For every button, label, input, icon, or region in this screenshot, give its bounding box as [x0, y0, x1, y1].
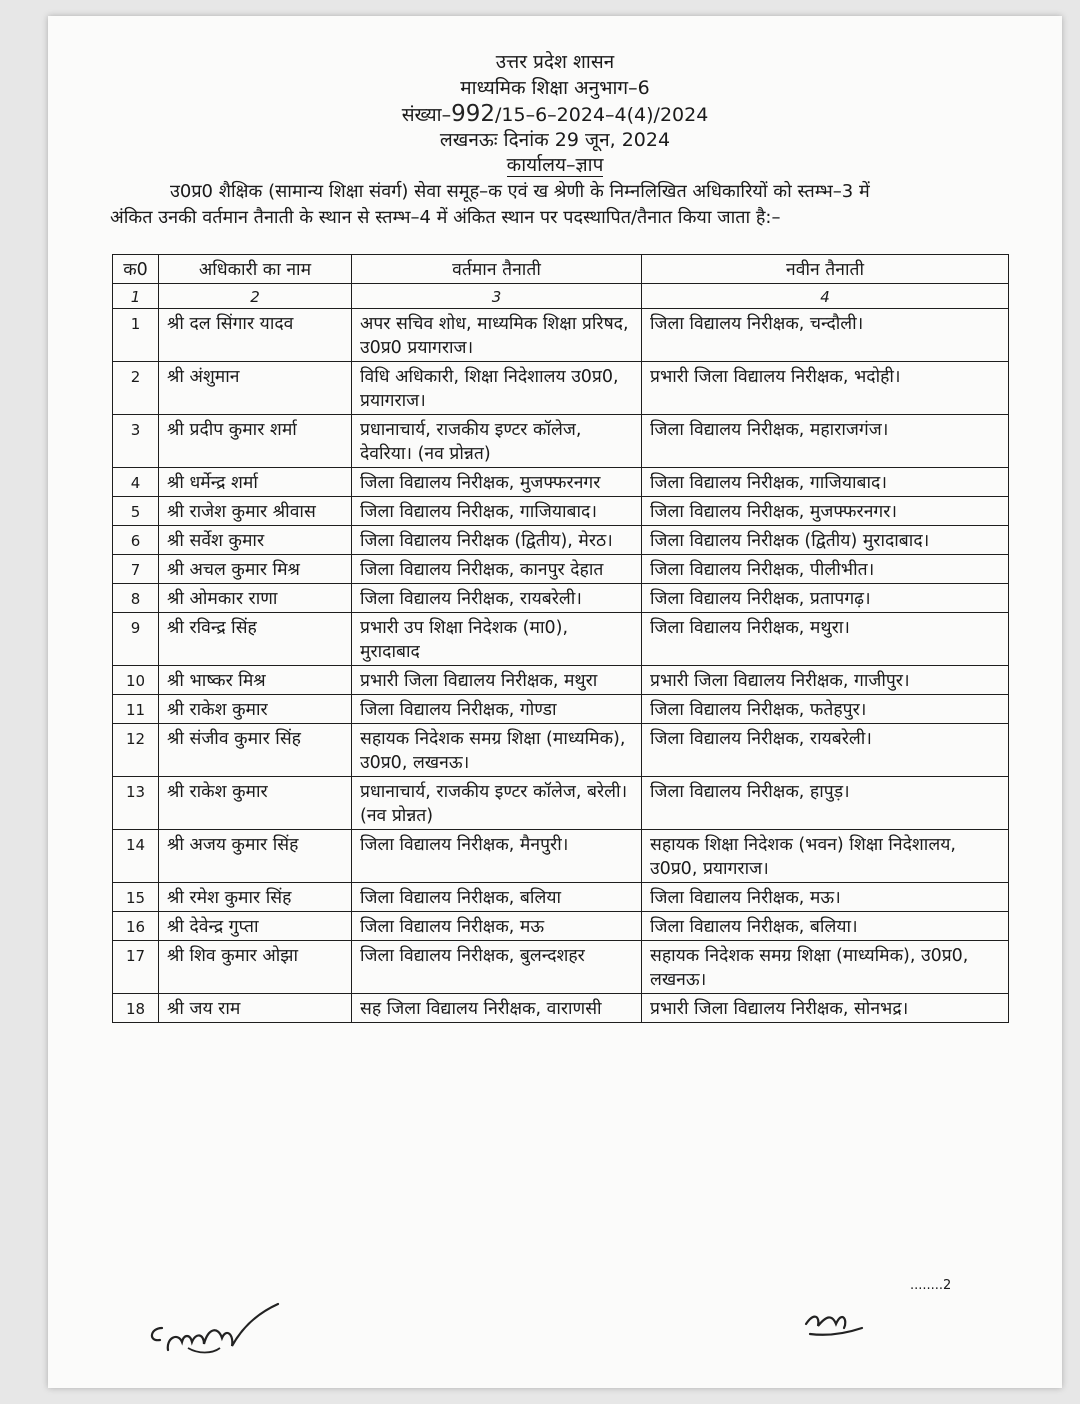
current-posting-cell: सहायक निदेशक समग्र शिक्षा (माध्यमिक), उ0प्र0, लखनऊ।: [352, 724, 642, 777]
handwritten-number: 992: [451, 101, 496, 127]
serial-number-cell: 7: [113, 555, 159, 584]
new-posting-cell: जिला विद्यालय निरीक्षक, मथुरा।: [642, 613, 1009, 666]
current-posting-cell: जिला विद्यालय निरीक्षक, गाजियाबाद।: [352, 497, 642, 526]
new-posting-cell: जिला विद्यालय निरीक्षक, रायबरेली।: [642, 724, 1009, 777]
officer-name-cell: श्री संजीव कुमार सिंह: [159, 724, 352, 777]
current-posting-cell: जिला विद्यालय निरीक्षक, गोण्डा: [352, 695, 642, 724]
officer-name-cell: श्री रविन्द्र सिंह: [159, 613, 352, 666]
officer-name-cell: श्री जय राम: [159, 994, 352, 1023]
table-row: [113, 309, 1009, 362]
table-row: [113, 912, 1009, 941]
table-row: [113, 830, 1009, 883]
table-row: [113, 584, 1009, 613]
table-row: [113, 883, 1009, 912]
officer-name-cell: श्री अंशुमान: [159, 362, 352, 415]
serial-number-cell: 1: [113, 309, 159, 362]
current-posting-cell: जिला विद्यालय निरीक्षक, बलिया: [352, 883, 642, 912]
col-index: 3: [352, 284, 642, 309]
serial-number-cell: 15: [113, 883, 159, 912]
current-posting-cell: सह जिला विद्यालय निरीक्षक, वाराणसी: [352, 994, 642, 1023]
new-posting-cell: प्रभारी जिला विद्यालय निरीक्षक, सोनभद्र।: [642, 994, 1009, 1023]
serial-number-cell: 9: [113, 613, 159, 666]
table-row: [113, 555, 1009, 584]
new-posting-cell: प्रभारी जिला विद्यालय निरीक्षक, गाजीपुर।: [642, 666, 1009, 695]
current-posting-cell: जिला विद्यालय निरीक्षक (द्वितीय), मेरठ।: [352, 526, 642, 555]
new-posting-cell: जिला विद्यालय निरीक्षक, गाजियाबाद।: [642, 468, 1009, 497]
page-continuation: ........2: [910, 1278, 952, 1293]
table-row: [113, 695, 1009, 724]
serial-number-cell: 2: [113, 362, 159, 415]
new-posting-cell: जिला विद्यालय निरीक्षक, पीलीभीत।: [642, 555, 1009, 584]
serial-number-cell: 8: [113, 584, 159, 613]
officer-name-cell: श्री शिव कुमार ओझा: [159, 941, 352, 994]
transfer-table: [112, 254, 1009, 1023]
officer-name-cell: श्री अचल कुमार मिश्र: [159, 555, 352, 584]
col-index: 1: [113, 284, 159, 309]
intro-line-2: अंकित उनकी वर्तमान तैनाती के स्थान से स्तम्भ–4 में अंकित स्थान पर पदस्थापित/तैनात किया जाता है:–: [110, 207, 781, 228]
current-posting-cell: जिला विद्यालय निरीक्षक, मैनपुरी।: [352, 830, 642, 883]
new-posting-cell: जिला विद्यालय निरीक्षक (द्वितीय) मुरादाबाद।: [642, 526, 1009, 555]
header-name: अधिकारी का नाम: [159, 255, 352, 284]
table-row: [113, 613, 1009, 666]
new-posting-cell: जिला विद्यालय निरीक्षक, बलिया।: [642, 912, 1009, 941]
new-posting-cell: जिला विद्यालय निरीक्षक, मऊ।: [642, 883, 1009, 912]
date-line: लखनऊः दिनांक 29 जून, 2024: [439, 129, 671, 151]
number-suffix: /15–6–2024–4(4)/2024: [495, 104, 709, 126]
table-row: [113, 497, 1009, 526]
current-posting-cell: जिला विद्यालय निरीक्षक, रायबरेली।: [352, 584, 642, 613]
officer-name-cell: श्री सर्वेश कुमार: [159, 526, 352, 555]
signature-right-icon: [796, 1294, 876, 1344]
current-posting-cell: जिला विद्यालय निरीक्षक, मऊ: [352, 912, 642, 941]
current-posting-cell: प्रधानाचार्य, राजकीय इण्टर कॉलेज, देवरिया। (नव प्रोन्नत): [352, 415, 642, 468]
column-index-row: [113, 284, 1009, 309]
serial-number-cell: 14: [113, 830, 159, 883]
table-header-row: [113, 255, 1009, 284]
header-new: नवीन तैनाती: [642, 255, 1009, 284]
table-row: [113, 724, 1009, 777]
serial-number-cell: 5: [113, 497, 159, 526]
serial-number-cell: 17: [113, 941, 159, 994]
header-sn: क0: [113, 255, 159, 284]
section-heading: माध्यमिक शिक्षा अनुभाग–6: [460, 77, 650, 99]
current-posting-cell: जिला विद्यालय निरीक्षक, बुलन्दशहर: [352, 941, 642, 994]
serial-number-cell: 11: [113, 695, 159, 724]
doc-type-label: कार्यालय–ज्ञाप: [506, 154, 604, 176]
col-index: 2: [159, 284, 352, 309]
current-posting-cell: जिला विद्यालय निरीक्षक, कानपुर देहात: [352, 555, 642, 584]
current-posting-cell: जिला विद्यालय निरीक्षक, मुजफ्फरनगर: [352, 468, 642, 497]
officer-name-cell: श्री देवेन्द्र गुप्ता: [159, 912, 352, 941]
officer-name-cell: श्री दल सिंगार यादव: [159, 309, 352, 362]
new-posting-cell: जिला विद्यालय निरीक्षक, चन्दौली।: [642, 309, 1009, 362]
new-posting-cell: जिला विद्यालय निरीक्षक, मुजफ्फरनगर।: [642, 497, 1009, 526]
officer-name-cell: श्री रमेश कुमार सिंह: [159, 883, 352, 912]
header-current: वर्तमान तैनाती: [352, 255, 642, 284]
officer-name-cell: श्री राकेश कुमार: [159, 777, 352, 830]
serial-number-cell: 12: [113, 724, 159, 777]
officer-name-cell: श्री राकेश कुमार: [159, 695, 352, 724]
intro-line-1: उ0प्र0 शैक्षिक (सामान्य शिक्षा संवर्ग) सेवा समूह–क एवं ख श्रेणी के निम्नलिखित अधिकारियों को स्तम्भ–3 में: [170, 181, 870, 202]
current-posting-cell: प्रभारी जिला विद्यालय निरीक्षक, मथुरा: [352, 666, 642, 695]
table-row: [113, 526, 1009, 555]
new-posting-cell: सहायक निदेशक समग्र शिक्षा (माध्यमिक), उ0प्र0, लखनऊ।: [642, 941, 1009, 994]
table-row: [113, 666, 1009, 695]
serial-number-cell: 16: [113, 912, 159, 941]
table-row: [113, 777, 1009, 830]
reference-number: [48, 102, 1062, 127]
officer-name-cell: श्री प्रदीप कुमार शर्मा: [159, 415, 352, 468]
officer-name-cell: श्री ओमकार राणा: [159, 584, 352, 613]
current-posting-cell: विधि अधिकारी, शिक्षा निदेशालय उ0प्र0, प्रयागराज।: [352, 362, 642, 415]
current-posting-cell: प्रभारी उप शिक्षा निदेशक (मा0), मुरादाबाद: [352, 613, 642, 666]
current-posting-cell: प्रधानाचार्य, राजकीय इण्टर कॉलेज, बरेली। (नव प्रोन्नत): [352, 777, 642, 830]
table-row: [113, 362, 1009, 415]
table-row: [113, 468, 1009, 497]
serial-number-cell: 3: [113, 415, 159, 468]
officer-name-cell: श्री राजेश कुमार श्रीवास: [159, 497, 352, 526]
officer-name-cell: श्री भाष्कर मिश्र: [159, 666, 352, 695]
number-prefix: संख्या–: [401, 104, 452, 126]
serial-number-cell: 4: [113, 468, 159, 497]
current-posting-cell: अपर सचिव शोध, माध्यमिक शिक्षा प्ररिषद, उ0प्र0 प्रयागराज।: [352, 309, 642, 362]
signature-left-icon: [138, 1298, 288, 1368]
officer-name-cell: श्री अजय कुमार सिंह: [159, 830, 352, 883]
new-posting-cell: जिला विद्यालय निरीक्षक, फतेहपुर।: [642, 695, 1009, 724]
govt-heading: उत्तर प्रदेश शासन: [495, 51, 615, 73]
serial-number-cell: 13: [113, 777, 159, 830]
new-posting-cell: सहायक शिक्षा निदेशक (भवन) शिक्षा निदेशालय, उ0प्र0, प्रयागराज।: [642, 830, 1009, 883]
new-posting-cell: प्रभारी जिला विद्यालय निरीक्षक, भदोही।: [642, 362, 1009, 415]
new-posting-cell: जिला विद्यालय निरीक्षक, हापुड़।: [642, 777, 1009, 830]
doc-type-heading: [48, 153, 1062, 177]
serial-number-cell: 18: [113, 994, 159, 1023]
new-posting-cell: जिला विद्यालय निरीक्षक, प्रतापगढ़।: [642, 584, 1009, 613]
table-row: [113, 415, 1009, 468]
table-row: [113, 941, 1009, 994]
officer-name-cell: श्री धर्मेन्द्र शर्मा: [159, 468, 352, 497]
table-row: [113, 994, 1009, 1023]
new-posting-cell: जिला विद्यालय निरीक्षक, महाराजगंज।: [642, 415, 1009, 468]
document-page: [48, 16, 1062, 1388]
serial-number-cell: 6: [113, 526, 159, 555]
serial-number-cell: 10: [113, 666, 159, 695]
col-index: 4: [642, 284, 1009, 309]
